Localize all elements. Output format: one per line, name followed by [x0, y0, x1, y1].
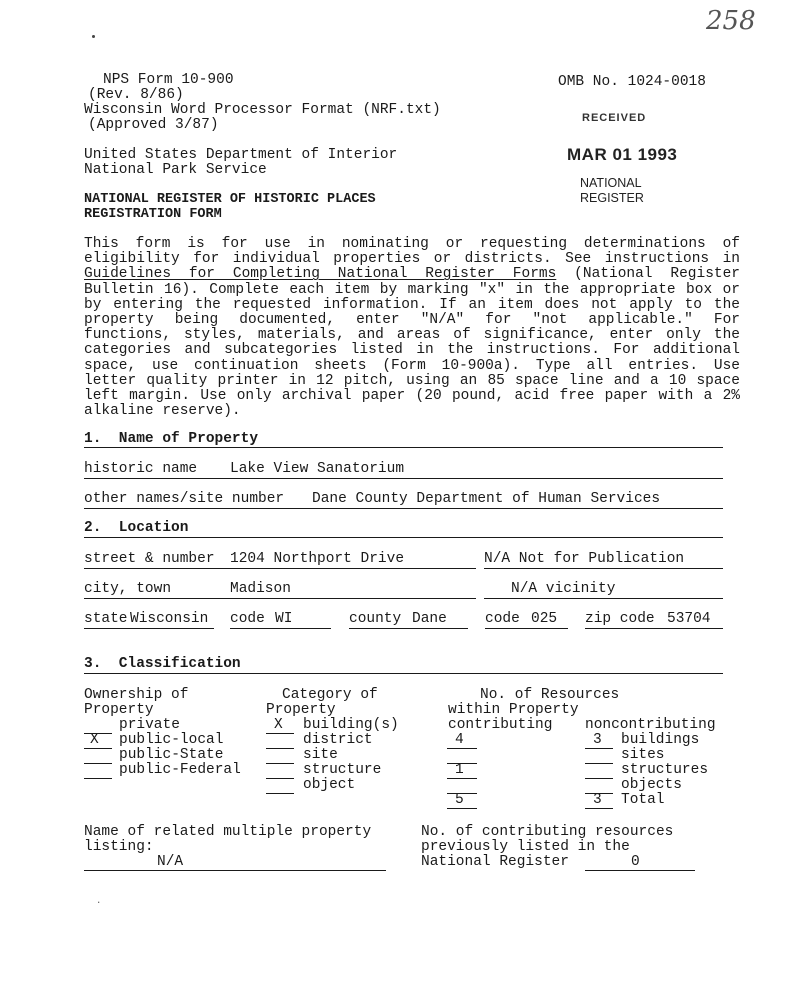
instructions-line: property being documented, enter "N/A" for "not applicable." For [84, 311, 740, 328]
county-code-underline [485, 628, 568, 629]
section3-heading: 3. Classification [84, 656, 241, 672]
multiple-property-label-2: listing: [84, 839, 154, 855]
other-names-underline [84, 508, 723, 509]
street-value[interactable]: 1204 Northport Drive [230, 551, 405, 567]
guidelines-link[interactable]: Guidelines for Completing National Register Forms [84, 266, 557, 283]
form-title-line2: REGISTRATION FORM [84, 207, 222, 222]
checkbox-mark: X [274, 717, 283, 733]
previously-listed-label: No. of contributing resources [421, 824, 674, 840]
instructions-line: This form is for use in nominating or requesting determinations of [84, 236, 740, 252]
form-title-line1: NATIONAL REGISTER OF HISTORIC PLACES [84, 192, 376, 207]
noncontributing-header: noncontributing [585, 717, 716, 733]
stamp-national: NATIONAL [580, 176, 642, 190]
checkbox-line [84, 763, 112, 764]
section3-rule [84, 673, 723, 674]
option-label: private [119, 717, 180, 733]
noncontributing-blank [585, 778, 613, 779]
instructions-line: alkaline reserve). [84, 403, 241, 420]
option-label: building(s) [303, 717, 399, 733]
other-names-value[interactable]: Dane County Department of Human Services [312, 491, 661, 507]
handwritten-page-number: 258 [706, 6, 756, 36]
form-approved: (Approved 3/87) [88, 117, 219, 133]
section2-heading: 2. Location [84, 520, 189, 536]
contributing-count[interactable]: 1 [455, 762, 464, 778]
checkbox-line [266, 763, 294, 764]
stamp-register: REGISTER [580, 191, 644, 205]
category-heading-2: Property [266, 702, 336, 718]
omb-number: OMB No. 1024-0018 [558, 74, 706, 90]
form-format: Wisconsin Word Processor Format (NRF.txt) [84, 102, 441, 118]
county-code-value[interactable]: 025 [531, 611, 558, 627]
instructions-line: categories and subcategories listed in the instructions. For additional [84, 342, 740, 359]
instructions-line: left margin. Use only archival paper (20 pound, acid free paper with a 2% [84, 387, 740, 404]
checkbox-line [84, 778, 112, 779]
state-value[interactable]: Wisconsin [130, 611, 209, 627]
option-label: structure [303, 762, 382, 778]
ownership-heading: Ownership of [84, 687, 189, 703]
street-underline [84, 568, 476, 569]
resource-type: sites [621, 747, 665, 763]
option-label: object [303, 777, 356, 793]
state-code-label: code [230, 611, 265, 627]
previously-listed-label-3: National Register [421, 854, 569, 870]
city-underline [84, 598, 476, 599]
publication-value[interactable]: N/A Not for Publication [484, 551, 685, 567]
instructions-line-rest: (National Register [556, 266, 740, 283]
county-underline [349, 628, 468, 629]
historic-name-value[interactable]: Lake View Sanatorium [230, 461, 405, 477]
historic-name-underline [84, 478, 723, 479]
city-value[interactable]: Madison [230, 581, 291, 597]
state-code-value[interactable]: WI [275, 611, 293, 627]
city-label: city, town [84, 581, 172, 597]
resource-type: structures [621, 762, 709, 778]
previously-listed-label-2: previously listed in the [421, 839, 630, 855]
vicinity-value[interactable]: N/A vicinity [511, 581, 616, 597]
instructions-line [84, 267, 740, 282]
instructions-line: Bulletin 16). Complete each item by marking "x" in the appropriate box or [84, 281, 740, 298]
form-revision: (Rev. 8/86) [88, 87, 184, 103]
section2-rule [84, 537, 723, 538]
contributing-total[interactable]: 5 [455, 792, 464, 808]
zip-label: zip code [585, 611, 655, 627]
multiple-property-label: Name of related multiple property [84, 824, 372, 840]
scan-speck: · [96, 898, 102, 908]
instructions-line: space, use continuation sheets (Form 10-900a). Type all entries. Use [84, 357, 740, 374]
vicinity-underline [484, 598, 723, 599]
stamp-received: RECEIVED [582, 112, 647, 124]
resources-heading: No. of Resources [480, 687, 620, 703]
county-value[interactable]: Dane [412, 611, 447, 627]
category-heading: Category of [282, 687, 378, 703]
stamp-date: MAR 01 1993 [567, 145, 678, 164]
instructions-line: by entering the requested information. If an item does not apply to the [84, 296, 740, 313]
option-label: site [303, 747, 338, 763]
state-underline [84, 628, 214, 629]
agency-service: National Park Service [84, 162, 267, 178]
option-label: district [303, 732, 373, 748]
checkbox-line [266, 748, 294, 749]
agency-department: United States Department of Interior [84, 147, 398, 163]
county-label: county [349, 611, 402, 627]
previously-listed-underline [585, 870, 695, 871]
historic-name-label: historic name [84, 461, 198, 477]
multiple-property-underline [84, 870, 386, 871]
county-code-label: code [485, 611, 520, 627]
resource-type: objects [621, 777, 682, 793]
zip-underline [585, 628, 723, 629]
resource-type: buildings [621, 732, 700, 748]
other-names-label: other names/site number [84, 491, 285, 507]
zip-value[interactable]: 53704 [667, 611, 711, 627]
noncontributing-count[interactable]: 3 [593, 732, 602, 748]
checkbox-line [266, 793, 294, 794]
state-label: state [84, 611, 128, 627]
previously-listed-value[interactable]: 0 [631, 854, 640, 870]
option-label: public-local [119, 732, 224, 748]
publication-underline [484, 568, 723, 569]
contributing-header: contributing [448, 717, 553, 733]
instructions-line: letter quality printer in 12 pitch, using an 85 space line and a 10 space [84, 372, 740, 389]
resources-heading-2: within Property [448, 702, 579, 718]
contributing-count[interactable]: 4 [455, 732, 464, 748]
ownership-heading-2: Property [84, 702, 154, 718]
instructions-paragraph [84, 237, 740, 419]
street-label: street & number [84, 551, 215, 567]
option-label: public-State [119, 747, 224, 763]
checkbox-line [266, 778, 294, 779]
state-code-underline [230, 628, 331, 629]
resource-type: Total [621, 792, 665, 808]
form-number: NPS Form 10-900 [103, 72, 234, 88]
section1-rule [84, 447, 723, 448]
section1-heading: 1. Name of Property [84, 431, 259, 447]
option-label: public-Federal [119, 762, 241, 778]
checkbox-mark: X [90, 732, 99, 748]
noncontributing-total[interactable]: 3 [593, 792, 602, 808]
instructions-line: eligibility for individual properties or districts. See instructions in [84, 251, 740, 268]
multiple-property-value[interactable]: N/A [157, 854, 184, 870]
instructions-line: functions, styles, materials, and areas of significance, enter only the [84, 327, 740, 344]
scan-speck [92, 35, 95, 38]
noncontributing-blank [585, 763, 613, 764]
